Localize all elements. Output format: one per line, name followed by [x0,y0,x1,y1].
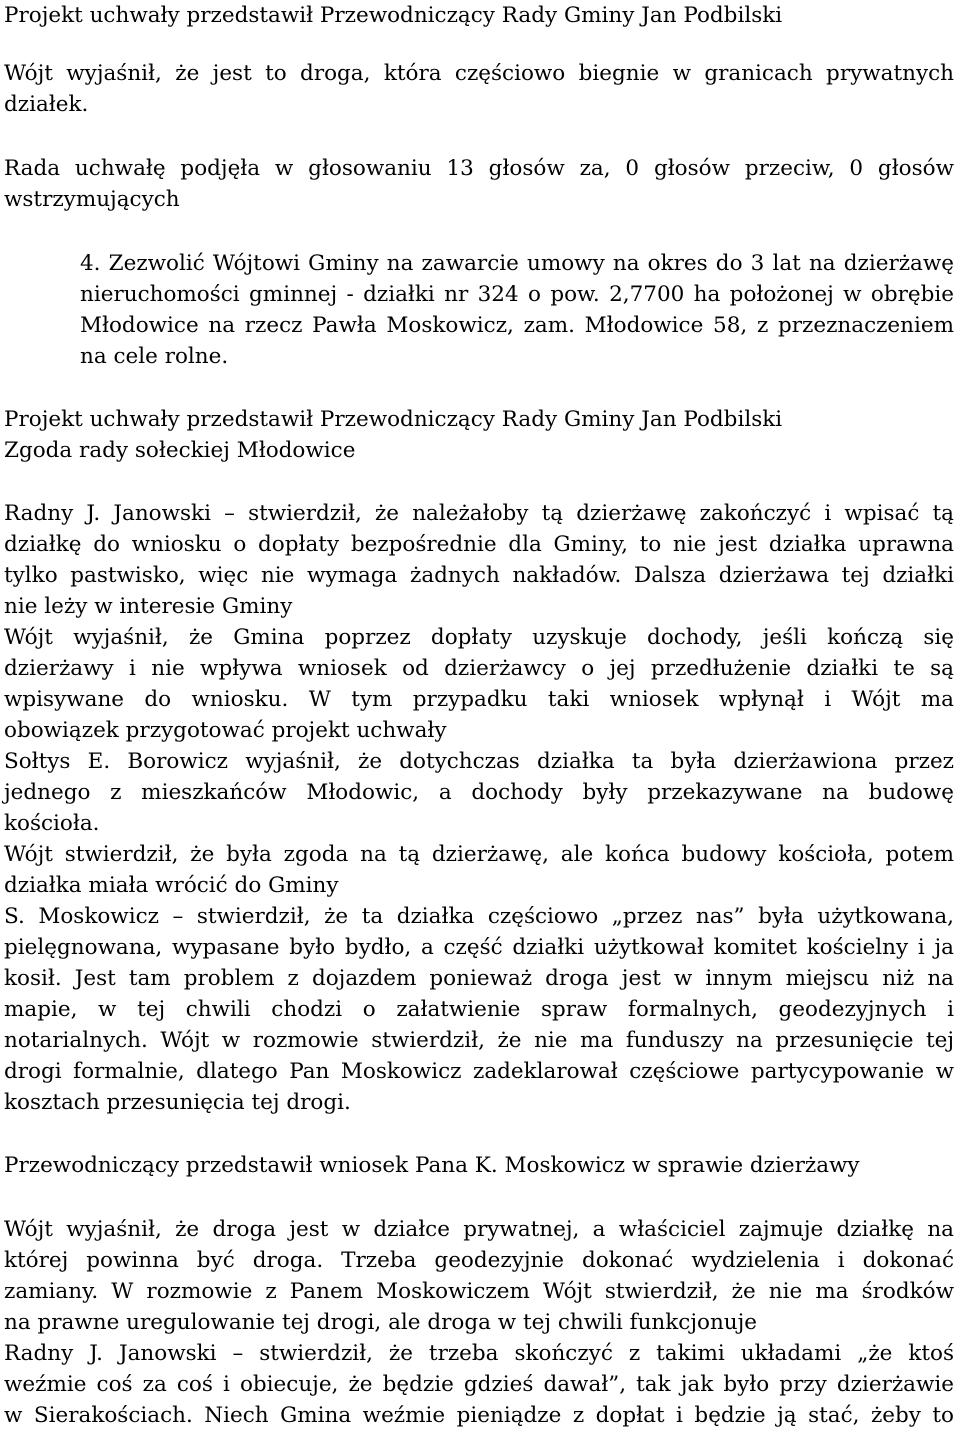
text-line: Radny J. Janowski – stwierdził, że trzeba skończyć z takimi układami „że ktoś [4,1341,954,1366]
text-line: kosztach przesunięcia tej drogi. [4,1090,351,1115]
text-line: działkę do wniosku o dopłaty bezpośrednie dla Gminy, to nie jest działka uprawna [4,532,954,557]
numbered-item-line: nieruchomości gminnej - działki nr 324 o pow. 2,7700 ha położonej w obrębie [80,282,954,307]
text-line: jednego z mieszkańców Młodowic, a dochody były przekazywane na budowę [4,780,954,805]
text-line: Radny J. Janowski – stwierdził, że należałoby tą dzierżawę zakończyć i wpisać tą [4,501,954,526]
numbered-item-line: 4. Zezwolić Wójtowi Gminy na zawarcie umowy na okres do 3 lat na dzierżawę [80,251,954,276]
text-line: Zgoda rady sołeckiej Młodowice [4,438,356,463]
text-line: kosił. Jest tam problem z dojazdem ponieważ droga jest w innym miejscu niż na [4,966,954,991]
text-line: Projekt uchwały przedstawił Przewodniczący Rady Gminy Jan Podbilski [4,3,783,28]
text-line: tylko pastwisko, więc nie wymaga żadnych nakładów. Dalsza dzierżawa tej działki [4,563,954,588]
text-line: Wójt stwierdził, że była zgoda na tą dzierżawę, ale końca budowy kościoła, potem [4,842,954,867]
text-line: weźmie coś za coś i obiecuje, że będzie gdzieś dawał”, tak jak było przy dzierżawie [4,1372,954,1397]
text-line: Przewodniczący przedstawił wniosek Pana K. Moskowicz w sprawie dzierżawy [4,1153,860,1178]
text-line: działek. [4,92,89,117]
text-line: której powinna być droga. Trzeba geodezyjnie dokonać wydzielenia i dokonać [4,1248,954,1273]
numbered-item-line: na cele rolne. [80,344,229,369]
text-line: Rada uchwałę podjęła w głosowaniu 13 głosów za, 0 głosów przeciw, 0 głosów [4,156,954,181]
text-line: mapie, w tej chwili chodzi o załatwienie spraw formalnych, geodezyjnych i [4,997,954,1022]
text-line: obowiązek przygotować projekt uchwały [4,718,447,743]
text-line: kościoła. [4,811,100,836]
text-line: Wójt wyjaśnił, że droga jest w działce prywatnej, a właściciel zajmuje działkę na [4,1217,954,1242]
text-line: dzierżawy i nie wpływa wniosek od dzierżawcy o jej przedłużenie działki te są [4,656,954,681]
text-line: działka miała wrócić do Gminy [4,873,339,898]
text-line: S. Moskowicz – stwierdził, że ta działka częściowo „przez nas” była użytkowana, [4,904,954,929]
text-line: Wójt wyjaśnił, że jest to droga, która częściowo biegnie w granicach prywatnych [4,61,954,86]
text-line: nie leży w interesie Gminy [4,594,293,619]
text-line: pielęgnowana, wypasane było bydło, a część działki użytkował komitet kościelny i ja [4,935,954,960]
text-line: na prawne uregulowanie tej drogi, ale droga w tej chwili funkcjonuje [4,1310,758,1335]
text-line: Sołtys E. Borowicz wyjaśnił, że dotychczas działka ta była dzierżawiona przez [4,749,954,774]
text-line: wstrzymujących [4,187,180,212]
text-line: Wójt wyjaśnił, że Gmina poprzez dopłaty uzyskuje dochody, jeśli kończą się [4,625,954,650]
text-line: notarialnych. Wójt w rozmowie stwierdził, że nie ma funduszy na przesunięcie tej [4,1028,954,1053]
numbered-item-line: Młodowice na rzecz Pawła Moskowicz, zam. Młodowice 58, z przeznaczeniem [80,313,954,338]
text-line: Projekt uchwały przedstawił Przewodniczący Rady Gminy Jan Podbilski [4,407,783,432]
text-line: zamiany. W rozmowie z Panem Moskowiczem Wójt stwierdził, że nie ma środków [4,1279,954,1304]
text-line: w Sierakościach. Niech Gmina weźmie pieniądze z dopłat i będzie ją stać, żeby to [4,1403,954,1428]
text-line: wpisywane do wniosku. W tym przypadku taki wniosek wpłynął i Wójt ma [4,687,954,712]
text-line: drogi formalnie, dlatego Pan Moskowicz zadeklarował częściowe partycypowanie w [4,1059,954,1084]
